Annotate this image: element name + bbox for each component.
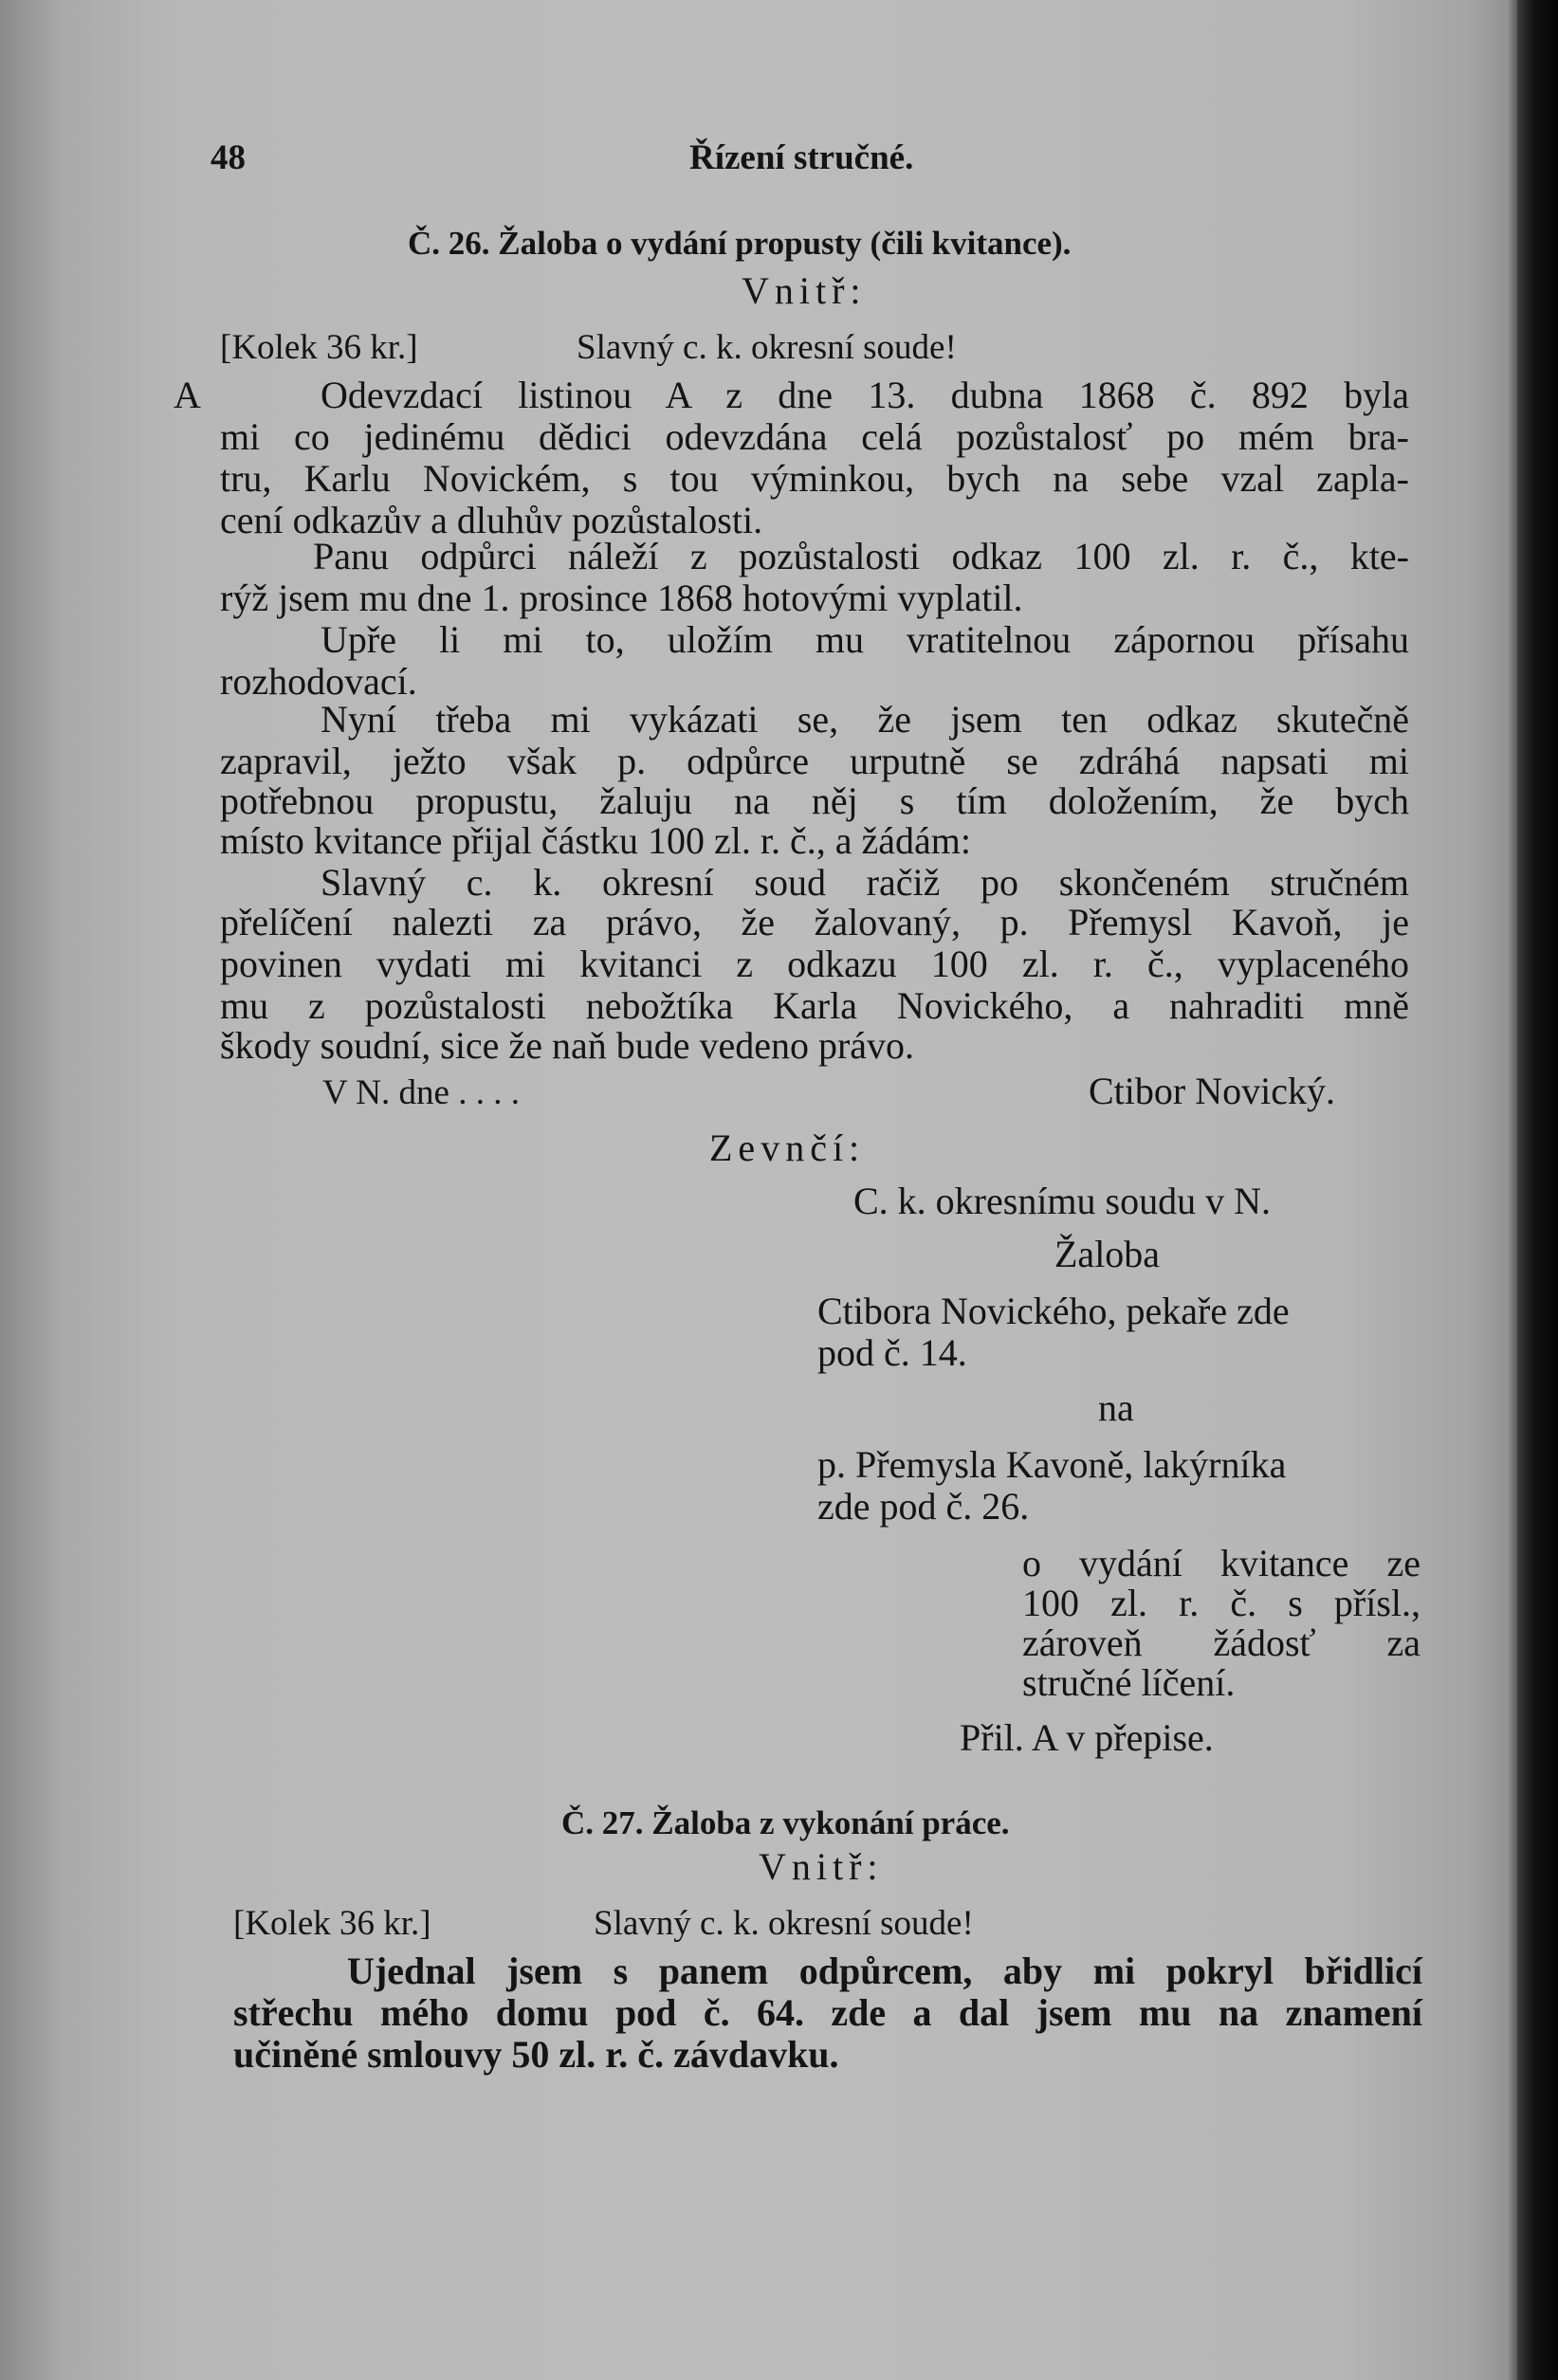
body-line: Slavný c. k. okresní soud račiž po skončeném stručném: [321, 861, 1409, 904]
outside-against: na: [1098, 1386, 1134, 1429]
subject-line: stručné líčení.: [1022, 1661, 1236, 1704]
body-line: mi co jedinému dědici odevzdána celá pozůstalosť po mém bra-: [220, 415, 1409, 458]
body-line: zapravil, ježto však p. odpůrce urputně se zdráhá napsati mi: [220, 740, 1409, 782]
signature: Ctibor Novický.: [1089, 1070, 1335, 1112]
subject-line: 100 zl. r. č. s přísl.,: [1022, 1582, 1421, 1624]
body-line: učiněné smlouvy 50 zl. r. č. závdavku.: [233, 2033, 839, 2076]
form-27-stamp: [Kolek 36 kr.]: [233, 1904, 431, 1943]
body-line: rýž jsem mu dne 1. prosince 1868 hotovými vyplatil.: [220, 577, 1023, 619]
outside-attachment: Přil. A v přepise.: [960, 1716, 1214, 1759]
outside-doc-type: Žaloba: [1054, 1233, 1161, 1275]
body-line: škody soudní, sice že naň bude vedeno právo.: [220, 1024, 915, 1067]
form-26-stamp: [Kolek 36 kr.]: [220, 328, 418, 367]
body-line: Odevzdací listinou A z dne 13. dubna 1868 č. 892 byla: [321, 374, 1409, 416]
form-27-heading: Č. 27. Žaloba z vykonání práce.: [561, 1804, 1010, 1841]
body-line: Upře li mi to, uložím mu vratitelnou zápornou přísahu: [321, 618, 1409, 661]
form-27-salutation: Slavný c. k. okresní soude!: [594, 1904, 974, 1943]
body-line: povinen vydati mi kvitanci z odkazu 100 zl. r. č., vyplaceného: [220, 943, 1409, 985]
page-gutter-shadow: [1506, 0, 1517, 2380]
body-line: rozhodovací.: [220, 660, 417, 703]
form-26-salutation: Slavný c. k. okresní soude!: [577, 328, 957, 367]
page-number: 48: [211, 138, 246, 177]
body-line: tru, Karlu Novickém, s tou výminkou, bych na sebe vzal zapla-: [220, 457, 1409, 500]
body-line: Nyní třeba mi vykázati se, že jsem ten odkaz skutečně: [321, 698, 1409, 741]
subject-line: o vydání kvitance ze: [1022, 1542, 1421, 1584]
form-27-inside-label: Vnitř:: [759, 1845, 884, 1888]
form-26-inside-label: Vnitř:: [742, 269, 867, 312]
form-26-outside-label: Zevnčí:: [709, 1126, 866, 1169]
outside-plaintiff-line1: Ctibora Novického, pekaře zde: [817, 1290, 1290, 1332]
outside-defendant-line2: zde pod č. 26.: [817, 1485, 1030, 1528]
body-line: cení odkazův a dluhův pozůstalosti.: [220, 499, 763, 541]
scan-edge: [1517, 0, 1558, 2380]
outside-court: C. k. okresnímu soudu v N.: [853, 1180, 1271, 1222]
outside-plaintiff-line2: pod č. 14.: [817, 1331, 967, 1374]
body-line: místo kvitance přijal částku 100 zl. r. č., a žádám:: [220, 819, 971, 862]
outside-defendant-line1: p. Přemysla Kavoně, lakýrníka: [817, 1443, 1287, 1486]
body-line: střechu mého domu pod č. 64. zde a dal jsem mu na znamení: [233, 1991, 1422, 2034]
body-line: mu z pozůstalosti nebožtíka Karla Novického, a nahraditi mně: [220, 984, 1409, 1027]
place-date: V N. dne . . . .: [322, 1073, 520, 1112]
body-line: Panu odpůrci náleží z pozůstalosti odkaz 100 zl. r. č., kte-: [313, 535, 1409, 577]
running-head-title: Řízení stručné.: [689, 138, 914, 177]
body-line: Ujednal jsem s panem odpůrcem, aby mi pokryl břidlicí: [347, 1950, 1422, 1992]
margin-mark: A: [174, 374, 201, 416]
body-line: potřebnou propustu, žaluju na něj s tím doložením, že bych: [220, 779, 1409, 822]
subject-line: zároveň žádosť za: [1022, 1621, 1421, 1664]
body-line: přelíčení nalezti za právo, že žalovaný, p. Přemysl Kavoň, je: [220, 901, 1409, 943]
form-26-heading: Č. 26. Žaloba o vydání propusty (čili kvitance).: [408, 225, 1072, 262]
